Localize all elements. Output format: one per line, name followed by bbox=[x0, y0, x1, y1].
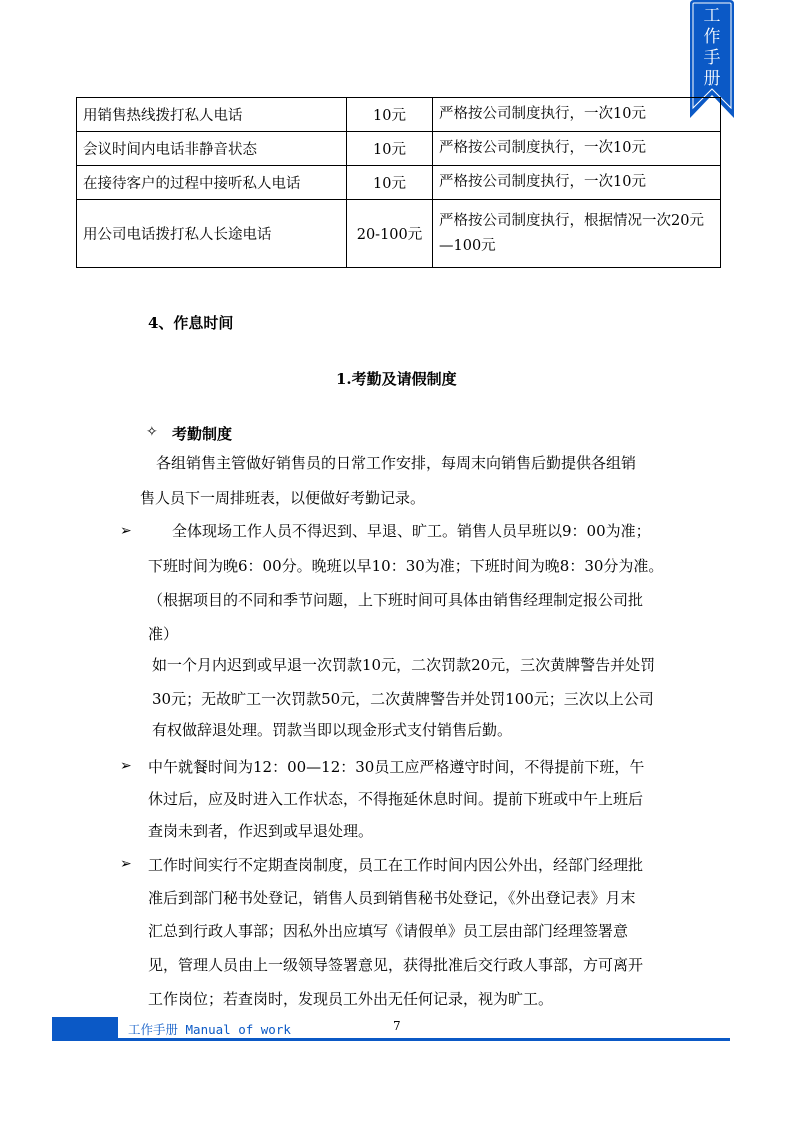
cell-note: 严格按公司制度执行，一次10元 bbox=[433, 132, 721, 166]
list-item-line: 全体现场工作人员不得迟到、早退、旷工。销售人员早班以9：00为准； bbox=[172, 522, 651, 540]
cell-item: 用销售热线拨打私人电话 bbox=[77, 98, 347, 132]
cell-item: 会议时间内电话非静音状态 bbox=[77, 132, 347, 166]
arrow-bullet-icon: ➢ bbox=[120, 856, 132, 872]
cell-note: 严格按公司制度执行，一次10元 bbox=[433, 166, 721, 200]
fines-table bbox=[76, 97, 721, 268]
section-heading: 4、作息时间 bbox=[148, 314, 234, 332]
ribbon-label bbox=[690, 6, 734, 90]
arrow-bullet-icon: ➢ bbox=[120, 523, 132, 539]
cell-note: 严格按公司制度执行，根据情况一次20元—100元 bbox=[433, 200, 721, 268]
list-item-line: 休过后，应及时进入工作状态，不得拖延休息时间。提前下班或中午上班后 bbox=[148, 790, 644, 808]
diamond-bullet-icon: ✧ bbox=[146, 424, 158, 440]
ribbon-char: 工 bbox=[703, 6, 721, 26]
list-item-line: 准后到部门秘书处登记，销售人员到销售秘书处登记，《外出登记表》月末 bbox=[148, 889, 636, 907]
cell-amount: 10元 bbox=[347, 166, 433, 200]
ribbon-char: 册 bbox=[703, 69, 721, 89]
arrow-bullet-icon: ➢ bbox=[120, 758, 132, 774]
cell-note: 严格按公司制度执行，一次10元 bbox=[433, 98, 721, 132]
sub-heading: 考勤制度 bbox=[172, 425, 233, 443]
table-row bbox=[77, 132, 721, 166]
cell-amount: 10元 bbox=[347, 98, 433, 132]
penalty-line: 有权做辞退处理。罚款当即以现金形式支付销售后勤。 bbox=[152, 721, 513, 739]
intro-line: 售人员下一周排班表，以便做好考勤记录。 bbox=[140, 489, 426, 507]
ribbon-char: 手 bbox=[703, 48, 721, 68]
table-row bbox=[77, 98, 721, 132]
list-item-line: 准） bbox=[148, 625, 179, 643]
table-row bbox=[77, 200, 721, 268]
cell-item: 在接待客户的过程中接听私人电话 bbox=[77, 166, 347, 200]
table-row bbox=[77, 166, 721, 200]
list-item-line: 下班时间为晚6：00分。晚班以早10：30为准；下班时间为晚8：30分为准。 bbox=[148, 557, 664, 575]
penalty-line: 如一个月内迟到或早退一次罚款10元，二次罚款20元，三次黄牌警告并处罚 bbox=[152, 656, 656, 674]
cell-amount: 20-100元 bbox=[347, 200, 433, 268]
list-item-line: 见，管理人员由上一级领导签署意见，获得批准后交行政人事部，方可离开 bbox=[148, 956, 644, 974]
list-item-line: 汇总到行政人事部；因私外出应填写《请假单》员工层由部门经理签署意 bbox=[148, 922, 629, 940]
ribbon-char: 作 bbox=[703, 27, 721, 47]
page-title: 1.考勤及请假制度 bbox=[336, 370, 457, 388]
footer-title: 工作手册 Manual of work bbox=[128, 1022, 291, 1037]
list-item-line: 工作时间实行不定期查岗制度，员工在工作时间内因公外出，经部门经理批 bbox=[148, 856, 644, 874]
cell-amount: 10元 bbox=[347, 132, 433, 166]
penalty-line: 30元；无故旷工一次罚款50元，二次黄牌警告并处罚100元；三次以上公司 bbox=[152, 690, 654, 708]
list-item-line: 中午就餐时间为12：00—12：30员工应严格遵守时间，不得提前下班，午 bbox=[148, 758, 645, 776]
intro-line: 各组销售主管做好销售员的日常工作安排，每周末向销售后勤提供各组销 bbox=[156, 454, 637, 472]
list-item-line: 查岗未到者，作迟到或早退处理。 bbox=[148, 822, 374, 840]
list-item-line: 工作岗位；若查岗时，发现员工外出无任何记录，视为旷工。 bbox=[148, 990, 554, 1008]
list-item-line: （根据项目的不同和季节问题，上下班时间可具体由销售经理制定报公司批 bbox=[148, 591, 644, 609]
footer-rule bbox=[52, 1038, 730, 1041]
cell-item: 用公司电话拨打私人长途电话 bbox=[77, 200, 347, 268]
page-number: 7 bbox=[393, 1019, 401, 1033]
